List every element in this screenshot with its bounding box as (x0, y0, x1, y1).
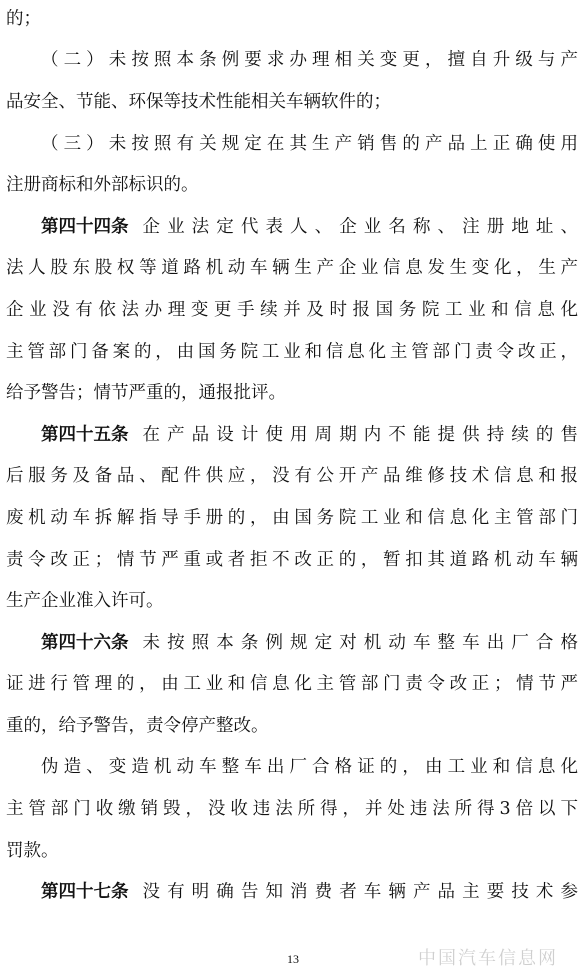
line-text: 主管部门备案的，由国务院工业和信息化主管部门责令改正， (6, 341, 578, 362)
text-line (6, 664, 578, 706)
article-heading: 第四十七条 (41, 882, 129, 903)
line-text: 重的，给予警告，责令停产整改。 (6, 715, 269, 736)
line-text: （三）未按照有关规定在其生产销售的产品上正确使用 (41, 133, 578, 154)
line-text: 生产企业准入许可。 (6, 591, 164, 612)
line-text: 后服务及备品、配件供应，没有公开产品维修技术信息和报 (6, 466, 578, 487)
line-text: 伪造、变造机动车整车出厂合格证的，由工业和信息化 (41, 757, 578, 778)
watermark-text: 中国汽车信息网 (418, 948, 558, 969)
text-line (6, 331, 578, 373)
text-line (6, 830, 578, 872)
text-line (6, 0, 578, 40)
text-line (6, 123, 578, 165)
line-text: 的； (6, 8, 41, 29)
text-line (6, 539, 578, 581)
line-text: 未按照本条例规定对机动车整车出厂合格 (142, 632, 578, 653)
text-line (6, 456, 578, 498)
line-text: 没有明确告知消费者车辆产品主要技术参 (142, 882, 578, 903)
text-line (6, 81, 578, 123)
text-line (6, 622, 578, 664)
line-text: 品安全、节能、环保等技术性能相关车辆软件的； (6, 91, 391, 112)
text-line (6, 497, 578, 539)
text-line (6, 206, 578, 248)
text-line (6, 580, 578, 622)
text-line (6, 164, 578, 206)
text-line (6, 871, 578, 913)
line-text: 在产品设计使用周期内不能提供持续的售 (142, 424, 578, 445)
line-text: 废机动车拆解指导手册的，由国务院工业和信息化主管部门 (6, 507, 578, 528)
text-line (6, 40, 578, 82)
text-line (6, 747, 578, 789)
line-text: （二）未按照本条例要求办理相关变更，擅自升级与产 (41, 50, 578, 71)
document-body (6, 0, 578, 913)
text-line (6, 248, 578, 290)
watermark-logo (418, 944, 578, 970)
line-text: 责令改正；情节严重或者拒不改正的，暂扣其道路机动车辆 (6, 549, 578, 570)
text-line (6, 788, 578, 830)
line-text: 主管部门收缴销毁，没收违法所得，并处违法所得3倍以下 (6, 799, 578, 820)
line-text: 给予警告；情节严重的，通报批评。 (6, 383, 286, 404)
line-text: 罚款。 (6, 840, 59, 861)
text-line (6, 289, 578, 331)
text-line (6, 372, 578, 414)
line-text: 证进行管理的，由工业和信息化主管部门责令改正；情节严 (6, 674, 578, 695)
line-text: 企业没有依法办理变更手续并及时报国务院工业和信息化 (6, 299, 578, 320)
page-number: 13 (287, 952, 299, 966)
text-line (6, 705, 578, 747)
article-heading: 第四十六条 (41, 632, 129, 653)
article-heading: 第四十五条 (41, 424, 129, 445)
line-text: 注册商标和外部标识的。 (6, 175, 199, 196)
line-text: 企业法定代表人、企业名称、注册地址、 (142, 216, 578, 237)
article-heading: 第四十四条 (41, 216, 129, 237)
line-text: 法人股东股权等道路机动车辆生产企业信息发生变化，生产 (6, 258, 578, 279)
text-line (6, 414, 578, 456)
